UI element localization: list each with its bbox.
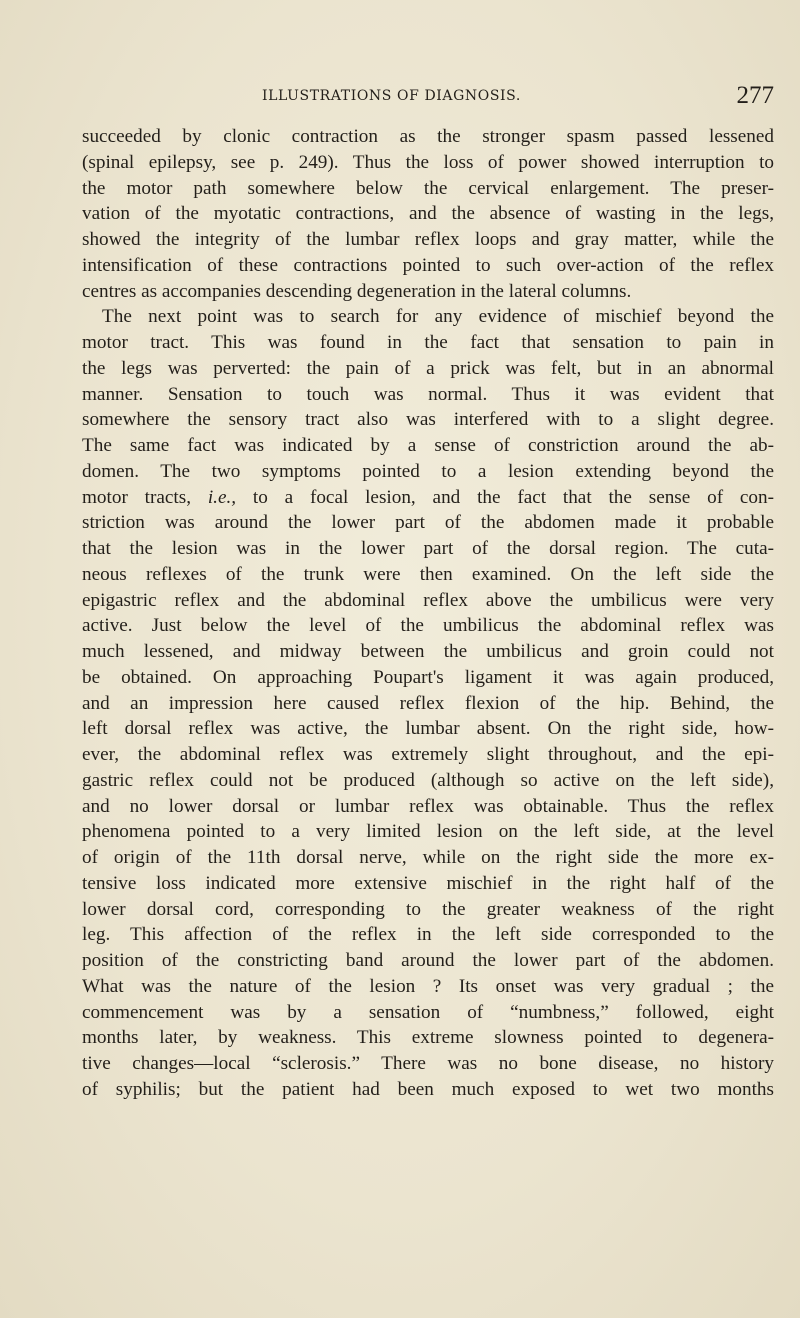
text-line: active. Just below the level of the umbilicus the abdominal reflex was bbox=[82, 615, 774, 637]
text-line: motor tracts, i.e., to a focal lesion, and the fact that the sense of con- bbox=[82, 486, 774, 508]
text-line: intensification of these contractions pointed to such over-action of the reflex bbox=[82, 254, 774, 276]
text-line: tensive loss indicated more extensive mischief in the right half of the bbox=[82, 872, 774, 894]
text-line: tive changes—local “sclerosis.” There was no bone disease, no history bbox=[82, 1053, 774, 1074]
text-line: vation of the myotatic contractions, and the absence of wasting in the legs, bbox=[82, 203, 774, 225]
text-line: epigastric reflex and the abdominal reflex above the umbilicus were very bbox=[82, 589, 774, 611]
text-line: phenomena pointed to a very limited lesion on the left side, at the level bbox=[82, 821, 774, 843]
body-text bbox=[82, 124, 774, 1103]
text-line: commencement was by a sensation of “numbness,” followed, eight bbox=[82, 1001, 774, 1023]
text-line: gastric reflex could not be produced (although so active on the left side), bbox=[82, 769, 774, 791]
text-line: somewhere the sensory tract also was interfered with to a slight degree. bbox=[82, 409, 774, 431]
text-line: much lessened, and midway between the umbilicus and groin could not bbox=[82, 641, 774, 662]
text-line: that the lesion was in the lower part of the dorsal region. The cuta- bbox=[82, 538, 774, 559]
text-line: manner. Sensation to touch was normal. Thus it was evident that bbox=[82, 383, 774, 405]
text-line: leg. This affection of the reflex in the left side corresponded to the bbox=[82, 924, 774, 946]
text-line: motor tract. This was found in the fact that sensation to pain in bbox=[82, 332, 774, 353]
text-line: What was the nature of the lesion ? Its onset was very gradual ; the bbox=[82, 975, 774, 997]
text-line: of syphilis; but the patient had been much exposed to wet two months bbox=[82, 1078, 774, 1100]
text-line: neous reflexes of the trunk were then examined. On the left side the bbox=[82, 563, 774, 585]
text-line: the motor path somewhere below the cervical enlargement. The preser- bbox=[82, 177, 774, 199]
text-line: showed the integrity of the lumbar reflex loops and gray matter, while the bbox=[82, 229, 774, 250]
text-line: months later, by weakness. This extreme slowness pointed to degenera- bbox=[82, 1027, 774, 1049]
text-line: striction was around the lower part of the abdomen made it probable bbox=[82, 512, 774, 534]
text-line: and an impression here caused reflex flexion of the hip. Behind, the bbox=[82, 692, 774, 714]
text-line: left dorsal reflex was active, the lumbar absent. On the right side, how- bbox=[82, 718, 774, 740]
text-line: and no lower dorsal or lumbar reflex was obtainable. Thus the reflex bbox=[82, 795, 774, 817]
text-line: centres as accompanies descending degeneration in the lateral columns. bbox=[82, 280, 632, 302]
text-line: succeeded by clonic contraction as the stronger spasm passed lessened bbox=[82, 126, 774, 147]
paragraph-start-line: The next point was to search for any evidence of mischief beyond the bbox=[102, 306, 774, 328]
text-line: ever, the abdominal reflex was extremely slight throughout, and the epi- bbox=[82, 744, 774, 765]
running-title: ILLUSTRATIONS OF DIAGNOSIS. bbox=[262, 88, 521, 104]
italic-abbreviation: i.e., bbox=[207, 486, 237, 508]
text-line: the legs was perverted: the pain of a prick was felt, but in an abnormal bbox=[82, 357, 774, 379]
text-line: be obtained. On approaching Poupart's ligament it was again produced, bbox=[82, 666, 774, 688]
text-line: of origin of the 11th dorsal nerve, while on the right side the more ex- bbox=[82, 847, 774, 868]
text-line: (spinal epilepsy, see p. 249). Thus the loss of power showed interruption to bbox=[82, 151, 774, 173]
running-head bbox=[82, 82, 774, 112]
text-line: lower dorsal cord, corresponding to the greater weakness of the right bbox=[82, 898, 774, 920]
text-line: position of the constricting band around the lower part of the abdomen. bbox=[82, 950, 774, 971]
page-number: 277 bbox=[736, 82, 774, 109]
text-line: domen. The two symptoms pointed to a lesion extending beyond the bbox=[82, 460, 774, 482]
text-line: The same fact was indicated by a sense of constriction around the ab- bbox=[82, 435, 774, 456]
